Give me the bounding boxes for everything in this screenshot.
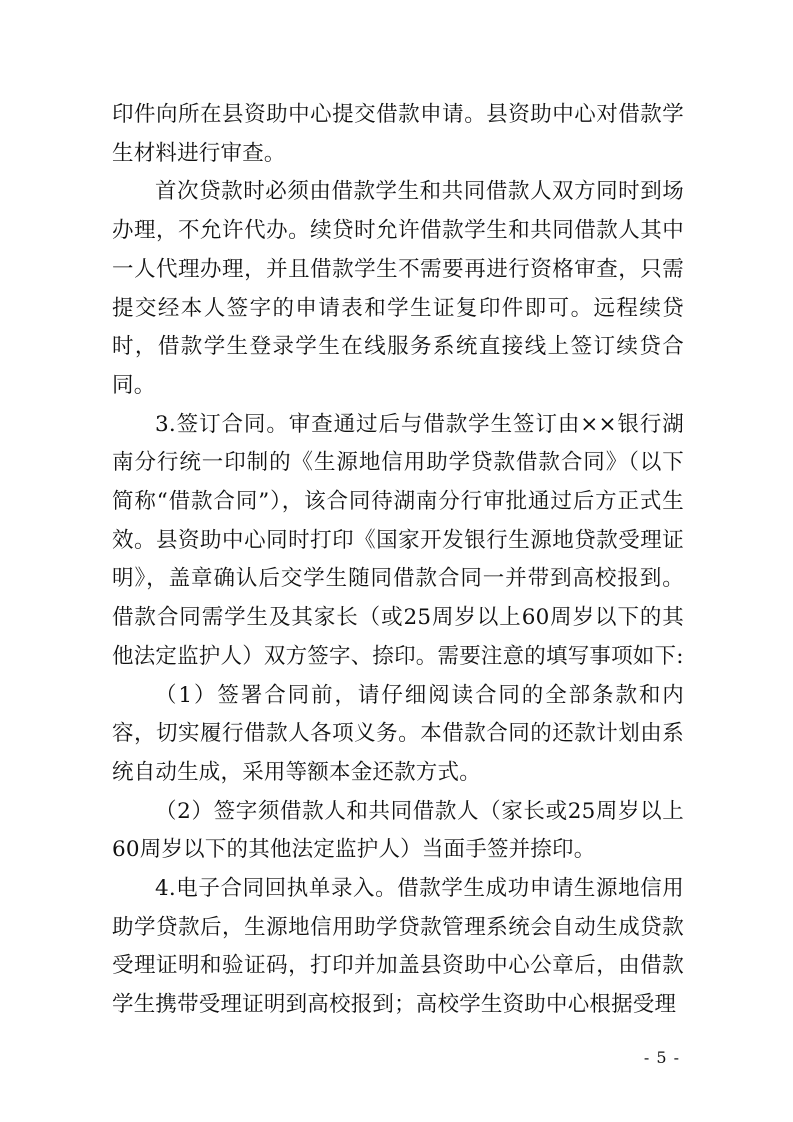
paragraph-item-2: （2）签字须借款人和共同借款人（家长或25周岁以上60周岁以下的其他法定监护人）当面手签并捺印。 [112, 798, 684, 863]
paragraph-first-loan-rules: 首次贷款时必须由借款学生和共同借款人双方同时到场办理，不允许代办。续贷时允许借款学生和共同借款人其中一人代理办理，并且借款学生不需要再进行资格审查，只需提交经本人签字的申请表和学生证复印件即可。远程续贷时，借款学生登录学生在线服务系统直接线上签订续贷合同。 [112, 179, 684, 398]
paragraph-electronic-receipt: 4.电子合同回执单录入。借款学生成功申请生源地信用助学贷款后，生源地信用助学贷款管理系统会自动生成贷款受理证明和验证码，打印并加盖县资助中心公章后，由借款学生携带受理证明到高校报到；高校学生资助中心根据受理 [112, 876, 684, 1018]
paragraph-continuation: 印件向所在县资助中心提交借款申请。县资助中心对借款学生材料进行审查。 [112, 102, 684, 166]
page-number: - 5 - [643, 1048, 681, 1067]
paragraph-item-1: （1）签署合同前，请仔细阅读合同的全部条款和内容，切实履行借款人各项义务。本借款合同的还款计划由系统自动生成，采用等额本金还款方式。 [112, 682, 684, 785]
document-body [112, 96, 684, 1025]
paragraph-sign-contract: 3.签订合同。审查通过后与借款学生签订由××银行湖南分行统一印制的《生源地信用助学贷款借款合同》（以下简称“借款合同”），该合同待湖南分行审批通过后方正式生效。县资助中心同时打印《国家开发银行生源地贷款受理证明》，盖章确认后交学生随同借款合同一并带到高校报到。借款合同需学生及其家长（或25周岁以上60周岁以下的其他法定监护人）双方签字、捺印。需要注意的填写事项如下: [112, 411, 684, 669]
